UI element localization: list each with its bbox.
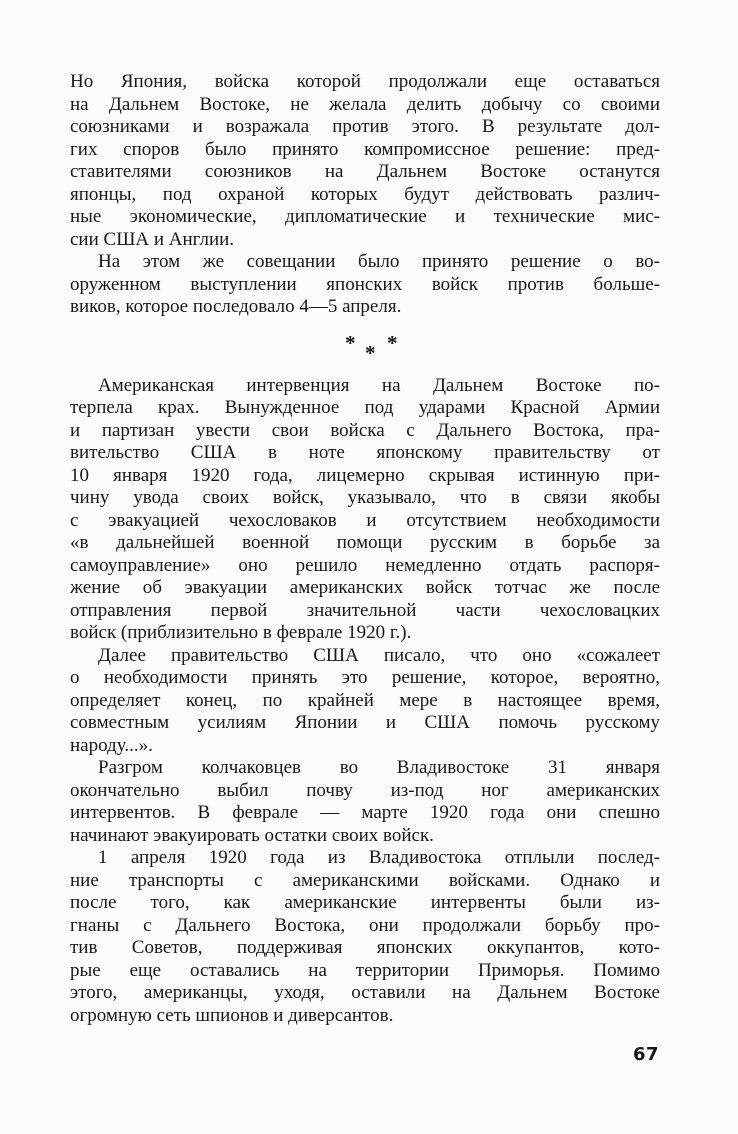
section-divider — [70, 319, 660, 375]
text-line: гнаны с Дальнего Востока, они продолжали борьбу про- — [70, 914, 660, 936]
text-line: этого, американцы, уходя, оставили на Дальнем Востоке — [70, 982, 660, 1003]
text-line: после того, как американские интервенты были из- — [70, 892, 660, 913]
text-line: о необходимости принять это решение, которое, вероятно, — [70, 667, 660, 688]
text-line: войск (приблизительно в феврале 1920 г.). — [70, 622, 412, 643]
text-line: огромную сеть шпионов и диверсантов. — [70, 1004, 394, 1026]
text-line: Далее правительство США писало, что оно «сожалеет — [98, 644, 660, 666]
text-block — [70, 71, 660, 1027]
text-line: терпела крах. Вынужденное под ударами Красной Армии — [70, 397, 660, 418]
divider-star: * — [345, 330, 356, 355]
text-line: 10 января 1920 года, лицемерно скрывая истинную при- — [70, 464, 660, 486]
text-line: На этом же совещании было принято решение о во- — [98, 251, 660, 272]
text-line: Но Япония, войска которой продолжали еще оставаться — [70, 71, 660, 92]
page-number: 67 — [633, 1044, 660, 1065]
text-line: ставителями союзников на Дальнем Востоке останутся — [70, 161, 660, 182]
text-line: определяет конец, по крайней мере в настоящее время, — [70, 689, 660, 711]
text-line: вительство США в ноте японскому правительству от — [70, 442, 660, 463]
text-line: окончательно выбил почву из-под ног американских — [70, 779, 660, 801]
text-line: ные экономические, дипломатические и технические мис- — [70, 206, 660, 227]
text-line: чину увода своих войск, указывало, что в связи якобы — [70, 487, 660, 508]
text-line: сии США и Англии. — [70, 228, 235, 250]
text-line: «в дальнейшей военной помощи русским в борьбе за — [70, 532, 660, 553]
divider-star: * — [387, 330, 398, 355]
divider-star: * — [365, 340, 376, 365]
text-line: начинают эвакуировать остатки своих войск. — [70, 824, 434, 846]
text-line: оруженном выступлении японских войск против больше- — [70, 273, 660, 295]
text-line: самоуправление» оно решило немедленно отдать распоря- — [70, 554, 660, 576]
text-line: виков, которое последовало 4—5 апреля. — [70, 296, 402, 317]
text-line: рые еще оставались на территории Приморья. Помимо — [70, 959, 660, 981]
text-line: 1 апреля 1920 года из Владивостока отплыли послед- — [98, 847, 660, 868]
text-line: интервентов. В феврале — марте 1920 года они спешно — [70, 802, 660, 823]
text-line: ние транспорты с американскими войсками. Однако и — [70, 869, 660, 891]
text-line: с эвакуацией чехословаков и отсутствием необходимости — [70, 509, 660, 531]
text-line: народу...». — [70, 734, 153, 756]
text-line: союзниками и возражала против этого. В результате дол- — [70, 116, 660, 137]
text-line: жение об эвакуации американских войск тотчас же после — [70, 577, 660, 598]
text-line: Американская интервенция на Дальнем Востоке по- — [98, 374, 660, 396]
text-line: тив Советов, поддерживая японских оккупантов, кото- — [70, 937, 660, 958]
text-line: отправления первой значительной части чехословацких — [70, 599, 660, 621]
text-line: совместным усилиям Японии и США помочь русскому — [70, 712, 660, 733]
text-line: на Дальнем Востоке, не желала делить добычу со своими — [70, 93, 660, 115]
text-line: и партизан увести свои войска с Дальнего Востока, пра- — [70, 419, 660, 441]
text-line: Разгром колчаковцев во Владивостоке 31 января — [98, 757, 660, 778]
text-line: гих споров было принято компромиссное решение: пред- — [70, 138, 660, 160]
text-line: японцы, под охраной которых будут действовать различ- — [70, 183, 660, 205]
